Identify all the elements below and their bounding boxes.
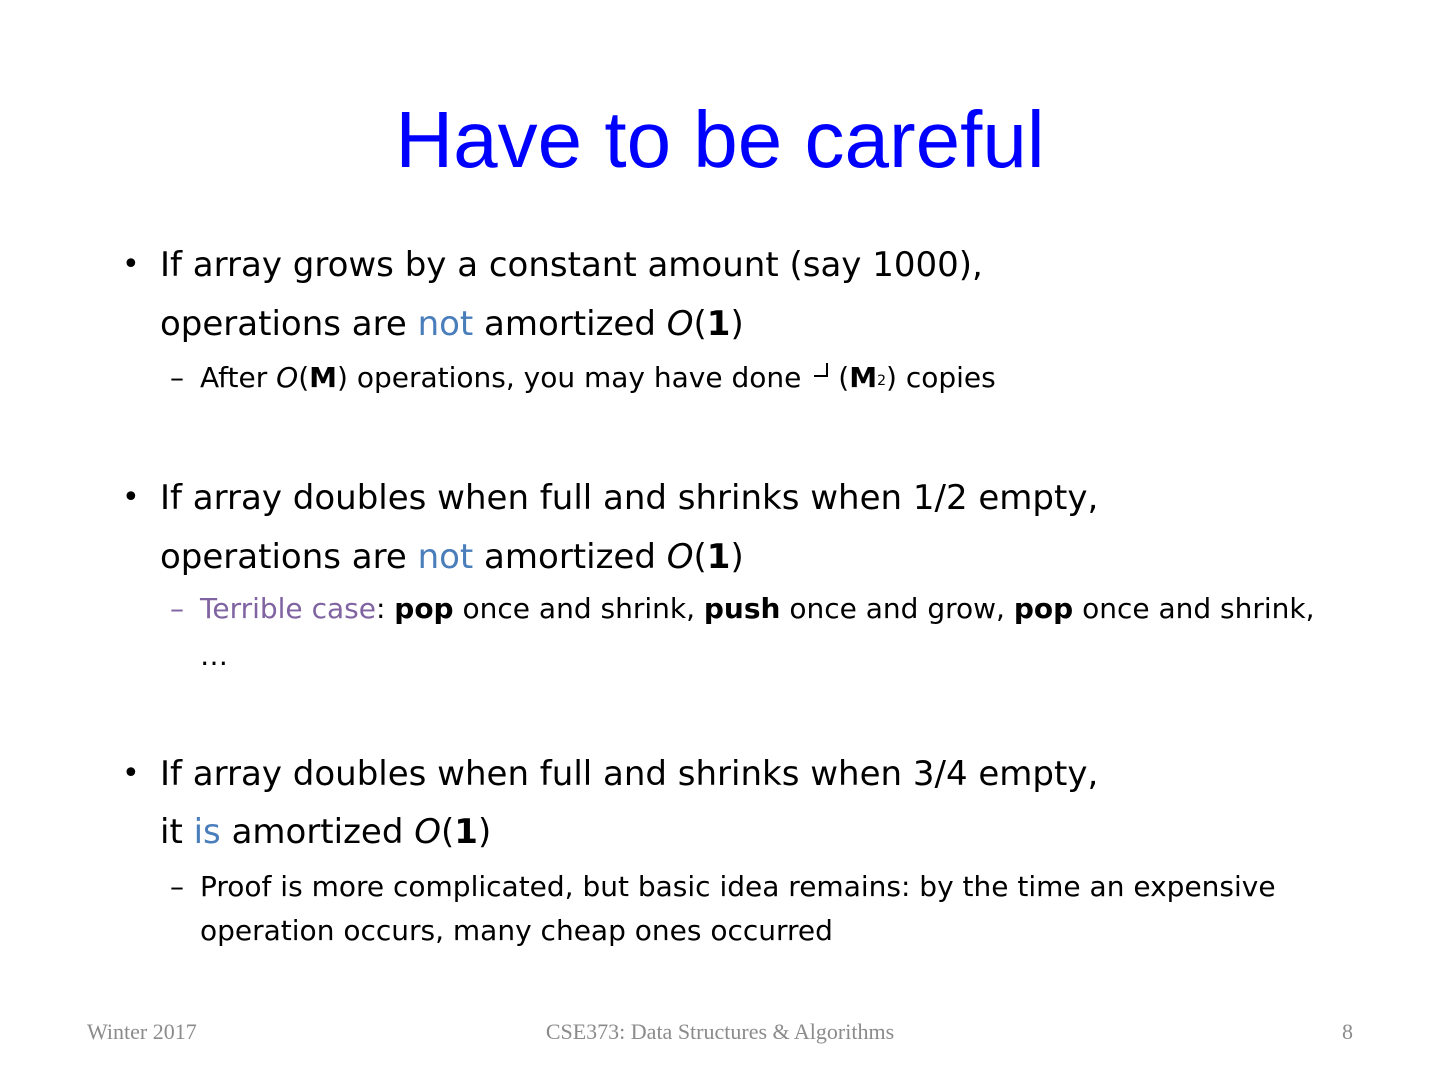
slide-title: Have to be careful (395, 95, 1045, 184)
keyword-is: is (193, 812, 221, 852)
bullet-1-line-2: operations are not amortized O(1) (160, 304, 744, 344)
bullet-2-subpoint-ellipsis: … (200, 639, 228, 672)
bullet-3-line-2: it is amortized O(1) (160, 812, 492, 852)
bullet-2-line-2: operations are not amortized O(1) (160, 537, 744, 577)
bullet-1-subpoint: After O(M) operations, you may have done (M2) copies (200, 361, 996, 394)
footer-course: CSE373: Data Structures & Algorithms (545, 1019, 895, 1044)
theta-icon (810, 361, 838, 391)
dash-marker: – (170, 870, 184, 903)
bullet-marker: • (122, 480, 140, 515)
keyword-not: not (417, 537, 474, 577)
dash-marker: – (170, 592, 184, 625)
bullet-2-line-1: If array doubles when full and shrinks when 1/2 empty, (160, 478, 1099, 518)
bullet-3-subpoint-line-1: Proof is more complicated, but basic idea remains: by the time an expensive (200, 870, 1276, 903)
bullet-marker: • (122, 247, 140, 282)
bullet-2-subpoint: Terrible case: pop once and shrink, push once and grow, pop once and shrink, (200, 592, 1315, 625)
bullet-3-subpoint-line-2: operation occurs, many cheap ones occurred (200, 914, 833, 947)
keyword-not: not (417, 304, 474, 344)
keyword-terrible-case: Terrible case (200, 592, 376, 625)
bullet-marker: • (122, 756, 140, 791)
bullet-3-line-1: If array doubles when full and shrinks when 3/4 empty, (160, 754, 1099, 794)
footer-date: Winter 2017 (87, 1019, 197, 1044)
page-number: 8 (1342, 1019, 1353, 1044)
dash-marker: – (170, 361, 184, 394)
bullet-1-line-1: If array grows by a constant amount (say 1000), (160, 245, 983, 285)
